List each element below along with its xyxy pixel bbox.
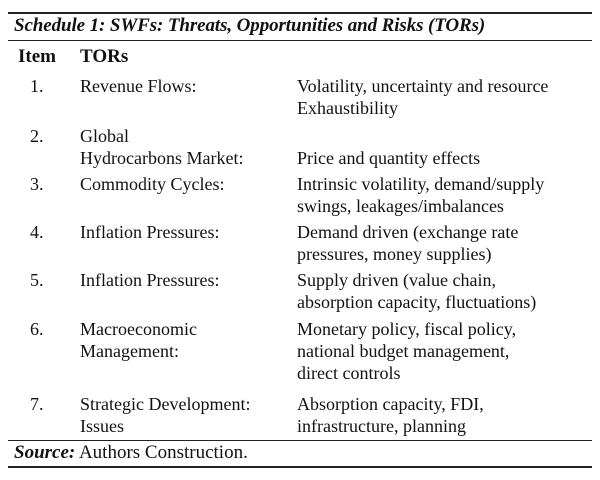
source-rule bbox=[8, 440, 592, 441]
topic-line: Hydrocarbons Market: bbox=[80, 148, 244, 168]
topic-line: Global bbox=[80, 126, 129, 146]
topic-line: Revenue Flows: bbox=[80, 76, 197, 96]
source-text: Authors Construction. bbox=[78, 442, 248, 463]
row-number: 4. bbox=[30, 222, 44, 242]
row-topic bbox=[80, 173, 295, 195]
row-topic bbox=[80, 125, 295, 169]
source-label: Source: bbox=[14, 442, 76, 463]
desc-line: Absorption capacity, FDI, bbox=[297, 394, 484, 414]
desc-line: swings, leakages/imbalances bbox=[297, 196, 504, 216]
topic-line: Issues bbox=[80, 416, 124, 436]
row-number: 3. bbox=[30, 174, 44, 194]
topic-line: Management: bbox=[80, 341, 179, 361]
row-description bbox=[297, 75, 597, 119]
row-topic bbox=[80, 269, 295, 291]
desc-line: infrastructure, planning bbox=[297, 416, 466, 436]
row-number: 6. bbox=[30, 319, 44, 339]
row-description bbox=[297, 125, 597, 169]
topic-line: Inflation Pressures: bbox=[80, 222, 220, 242]
desc-line: Exhaustibility bbox=[297, 98, 398, 118]
topic-line: Macroeconomic bbox=[80, 319, 197, 339]
topic-line: Inflation Pressures: bbox=[80, 270, 220, 290]
top-rule bbox=[8, 12, 592, 14]
header-item: Item bbox=[18, 46, 56, 67]
row-topic bbox=[80, 221, 295, 243]
row-number: 7. bbox=[30, 394, 44, 414]
row-description bbox=[297, 318, 597, 384]
table-title: Schedule 1: SWFs: Threats, Opportunities and Risks (TORs) bbox=[14, 15, 486, 36]
desc-line: Demand driven (exchange rate bbox=[297, 222, 519, 242]
row-topic bbox=[80, 318, 295, 362]
desc-line bbox=[297, 125, 597, 147]
row-topic bbox=[80, 393, 295, 437]
desc-line: Intrinsic volatility, demand/supply bbox=[297, 174, 545, 194]
row-description bbox=[297, 221, 597, 265]
desc-line: Volatility, uncertainty and resource bbox=[297, 76, 549, 96]
desc-line: pressures, money supplies) bbox=[297, 244, 492, 264]
title-rule bbox=[8, 40, 592, 41]
header-tors: TORs bbox=[80, 46, 129, 67]
desc-line: absorption capacity, fluctuations) bbox=[297, 292, 537, 312]
topic-line: Commodity Cycles: bbox=[80, 174, 225, 194]
desc-line: direct controls bbox=[297, 363, 401, 383]
row-description bbox=[297, 393, 597, 437]
row-description bbox=[297, 173, 597, 217]
row-number: 1. bbox=[30, 76, 44, 96]
row-number: 5. bbox=[30, 270, 44, 290]
topic-line: Strategic Development: bbox=[80, 394, 251, 414]
row-description bbox=[297, 269, 597, 313]
bottom-rule bbox=[8, 466, 592, 468]
row-number: 2. bbox=[30, 126, 44, 146]
desc-line: Monetary policy, fiscal policy, bbox=[297, 319, 517, 339]
desc-line: Supply driven (value chain, bbox=[297, 270, 496, 290]
source-note bbox=[14, 442, 248, 464]
desc-line: national budget management, bbox=[297, 341, 510, 361]
row-topic bbox=[80, 75, 295, 97]
desc-line: Price and quantity effects bbox=[297, 148, 481, 168]
